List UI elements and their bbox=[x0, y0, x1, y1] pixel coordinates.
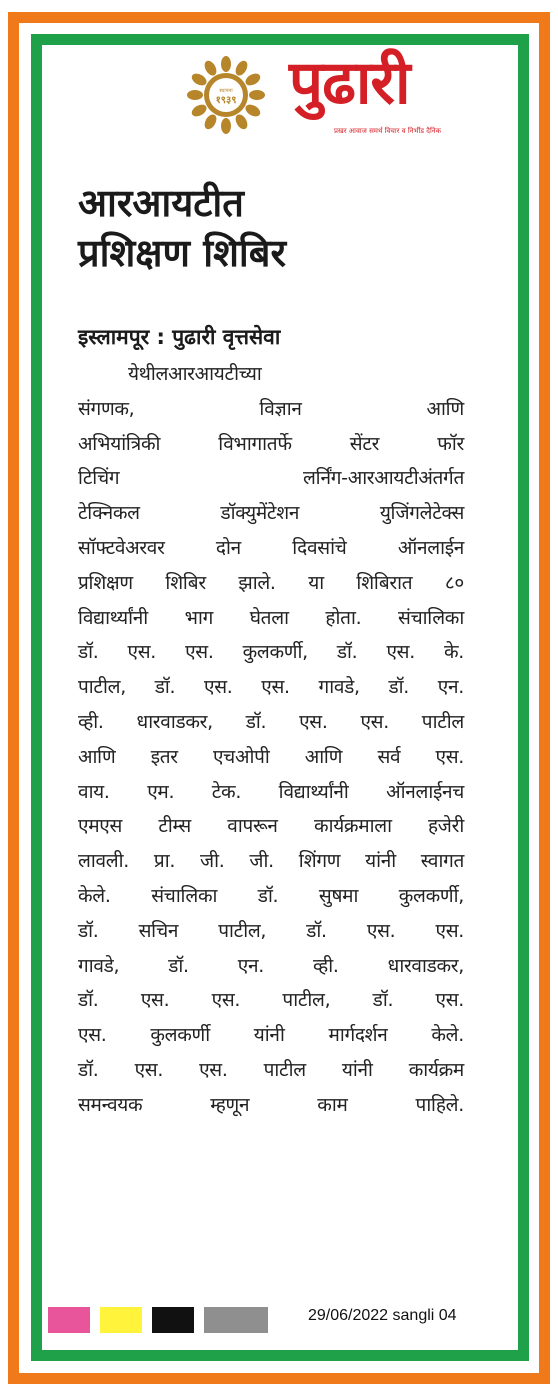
color-swatch bbox=[204, 1307, 268, 1333]
article-line: अभियांत्रिकी विभागातर्फे सेंटर फॉर bbox=[78, 432, 464, 455]
article-line: प्रशिक्षण शिबिर झाले. या शिबिरात ८० bbox=[78, 571, 464, 594]
article-line: एस. कुलकर्णी यांनी मार्गदर्शन केले. bbox=[78, 1024, 464, 1047]
article-body bbox=[78, 357, 464, 1123]
clipping-datestamp: 29/06/2022 sangli 04 bbox=[308, 1307, 457, 1324]
article-line: लावली. प्रा. जी. जी. शिंगण यांनी स्वागत bbox=[78, 850, 464, 873]
emblem-petal bbox=[190, 102, 209, 119]
article-line: डॉ. एस. एस. कुलकर्णी, डॉ. एस. के. bbox=[78, 641, 464, 664]
emblem-petal bbox=[187, 90, 203, 100]
article-line: टिचिंग लर्निंग-आरआयटीअंतर्गत bbox=[78, 467, 464, 490]
article-line: टेक्निकल डॉक्युमेंटेशन युजिंगलेटेक्स bbox=[78, 502, 464, 525]
emblem-petal bbox=[233, 112, 250, 131]
article-line: डॉ. एस. एस. पाटील, डॉ. एस. bbox=[78, 989, 464, 1012]
article-line: व्ही. धारवाडकर, डॉ. एस. एस. पाटील bbox=[78, 710, 464, 733]
article-line: सॉफ्टवेअरवर दोन दिवसांचे ऑनलाईन bbox=[78, 536, 464, 559]
emblem-petal bbox=[233, 59, 250, 78]
article-line: वाय. एम. टेक. विद्यार्थ्यांनी ऑनलाईनच bbox=[78, 780, 464, 803]
article-line: विद्यार्थ्यांनी भाग घेतला होता. संचालिका bbox=[78, 606, 464, 629]
emblem-petal bbox=[243, 71, 262, 88]
newspaper-clipping bbox=[42, 45, 518, 1350]
article-line: आणि इतर एचओपी आणि सर्व एस. bbox=[78, 745, 464, 768]
color-swatch bbox=[48, 1307, 90, 1333]
emblem-year: १९३९ bbox=[215, 95, 237, 106]
article-line: केले. संचालिका डॉ. सुषमा कुलकर्णी, bbox=[78, 884, 464, 907]
emblem-petal bbox=[221, 118, 231, 134]
pudhari-logo: पुढारी bbox=[289, 48, 410, 118]
color-swatch bbox=[100, 1307, 142, 1333]
article-line: डॉ. एस. एस. पाटील यांनी कार्यक्रम bbox=[78, 1058, 464, 1081]
article-headline bbox=[78, 178, 498, 278]
article-line: संगणक, विज्ञान आणि bbox=[78, 397, 464, 420]
emblem-petal bbox=[202, 112, 219, 131]
emblem-petal bbox=[202, 59, 219, 78]
article-line: एमएस टीम्स वापरून कार्यक्रमाला हजेरी bbox=[78, 815, 464, 838]
headline-line-2: प्रशिक्षण शिबिर bbox=[78, 231, 287, 275]
emblem-petal bbox=[243, 102, 262, 119]
emblem-petal bbox=[190, 71, 209, 88]
logo-tagline: प्रखर आवाज समर्थ विचार व निर्भीड दैनिक bbox=[334, 127, 442, 135]
article-line: पाटील, डॉ. एस. एस. गावडे, डॉ. एन. bbox=[78, 676, 464, 699]
article-line: समन्वयक म्हणून काम पाहिले. bbox=[78, 1093, 464, 1116]
emblem-petal bbox=[221, 56, 231, 72]
pudhari-emblem-icon bbox=[184, 53, 268, 137]
article-line: येथीलआरआयटीच्या bbox=[128, 363, 262, 385]
masthead bbox=[184, 48, 484, 141]
color-swatch bbox=[152, 1307, 194, 1333]
headline-line-1: आरआयटीत bbox=[78, 181, 244, 225]
article-line: डॉ. सचिन पाटील, डॉ. एस. एस. bbox=[78, 919, 464, 942]
emblem-petal bbox=[249, 90, 265, 100]
svg-text:स्थापना: स्थापना bbox=[219, 88, 233, 94]
article-byline: इस्लामपूर : पुढारी वृत्तसेवा bbox=[78, 325, 281, 349]
article-line: गावडे, डॉ. एन. व्ही. धारवाडकर, bbox=[78, 954, 464, 977]
